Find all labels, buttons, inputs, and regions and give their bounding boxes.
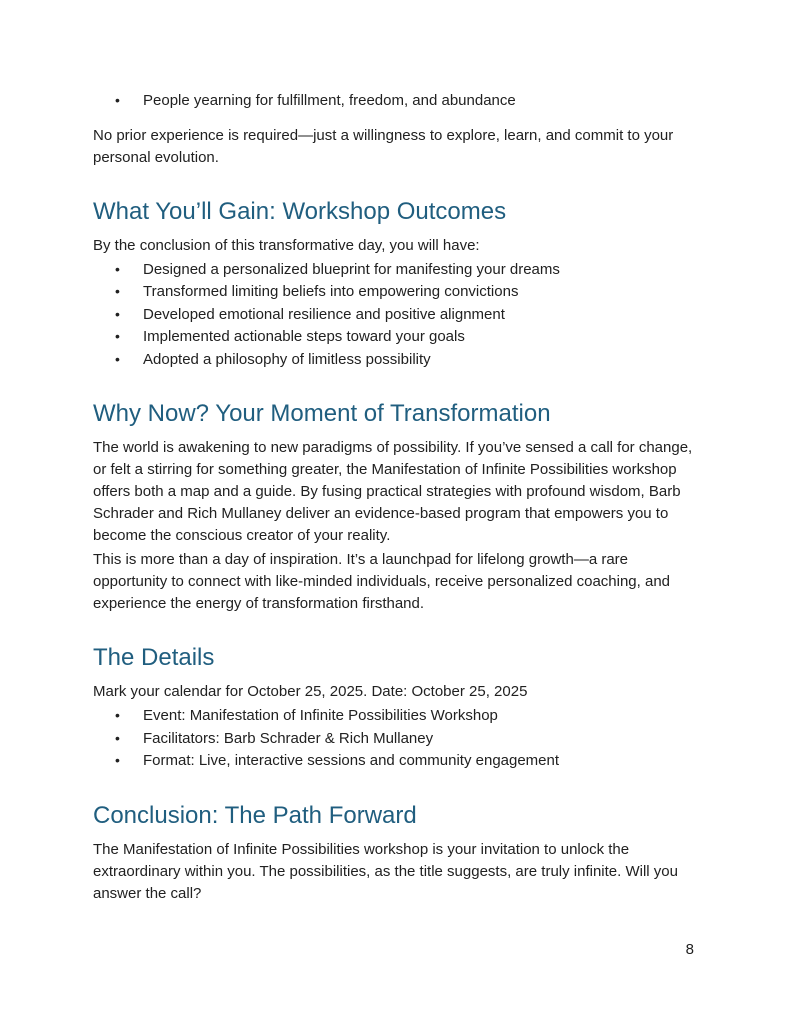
list-item-text: People yearning for fulfillment, freedom, and abundance — [143, 92, 516, 109]
section-paragraph: The Manifestation of Infinite Possibilities workshop is your invitation to unlock the extraordinary within you. The possibilities, as the title suggests, are truly infinite. Will you answer the call? — [93, 840, 678, 902]
section-lead: Mark your calendar for October 25, 2025. Date: October 25, 2025 — [93, 683, 528, 700]
list-item-text: Adopted a philosophy of limitless possibility — [143, 350, 431, 368]
bullet-icon: • — [115, 260, 120, 277]
list-item — [93, 349, 698, 372]
section-paragraph: This is more than a day of inspiration. It’s a launchpad for lifelong growth—a rare opportunity to connect with like-minded individuals, receive personalized coaching, and experience the energy of transformation firsthand. — [93, 551, 671, 612]
bullet-icon: • — [115, 752, 120, 768]
list-item-text: Facilitators: Barb Schrader & Rich Mullaney — [143, 729, 434, 747]
list-item-text: Format: Live, interactive sessions and community engagement — [143, 752, 560, 769]
list-item-text: Event: Manifestation of Infinite Possibilities Workshop — [143, 707, 498, 724]
bullet-icon: • — [115, 707, 120, 723]
list-item — [93, 326, 698, 349]
details-bullet-list — [93, 705, 698, 773]
bullet-icon: • — [115, 283, 120, 299]
list-item — [93, 705, 698, 728]
list-item-text: Designed a personalized blueprint for manifesting your dreams — [143, 260, 560, 278]
list-item — [93, 281, 698, 304]
section-heading-workshop-outcomes: What You’ll Gain: Workshop Outcomes — [93, 197, 507, 225]
bullet-icon: • — [115, 350, 120, 367]
list-item — [93, 304, 698, 327]
list-item-text: Transformed limiting beliefs into empowering convictions — [143, 283, 519, 300]
section-heading-details: The Details — [93, 644, 215, 671]
outcomes-bullet-list — [93, 259, 698, 372]
bullet-icon: • — [115, 92, 120, 108]
section-lead: By the conclusion of this transformative day, you will have: — [93, 236, 480, 254]
list-item — [93, 728, 698, 751]
intro-bullet-list — [93, 90, 698, 113]
bullet-icon: • — [115, 729, 120, 746]
page-number: 8 — [685, 941, 694, 958]
list-item-text: Implemented actionable steps toward your goals — [143, 328, 465, 345]
list-item-text: Developed emotional resilience and positive alignment — [143, 305, 505, 323]
section-paragraph: The world is awakening to new paradigms of possibility. If you’ve sensed a call for change, or felt a stirring for something greater, the Manifestation of Infinite Possibilities workshop offers both a map and a guide. By fusing practical strategies with profound wisdom, Barb Schrader and Rich Mullaney deliver an evidence-based program that empowers you to become the conscious creator of your reality. — [93, 439, 693, 544]
section-heading-conclusion: Conclusion: The Path Forward — [93, 801, 417, 829]
list-item — [93, 750, 698, 773]
bullet-icon: • — [115, 305, 120, 322]
section-heading-why-now: Why Now? Your Moment of Transformation — [93, 400, 551, 427]
list-item — [93, 90, 698, 113]
intro-paragraph: No prior experience is required—just a willingness to explore, learn, and commit to your personal evolution. — [93, 126, 674, 166]
bullet-icon: • — [115, 328, 120, 344]
list-item — [93, 259, 698, 282]
